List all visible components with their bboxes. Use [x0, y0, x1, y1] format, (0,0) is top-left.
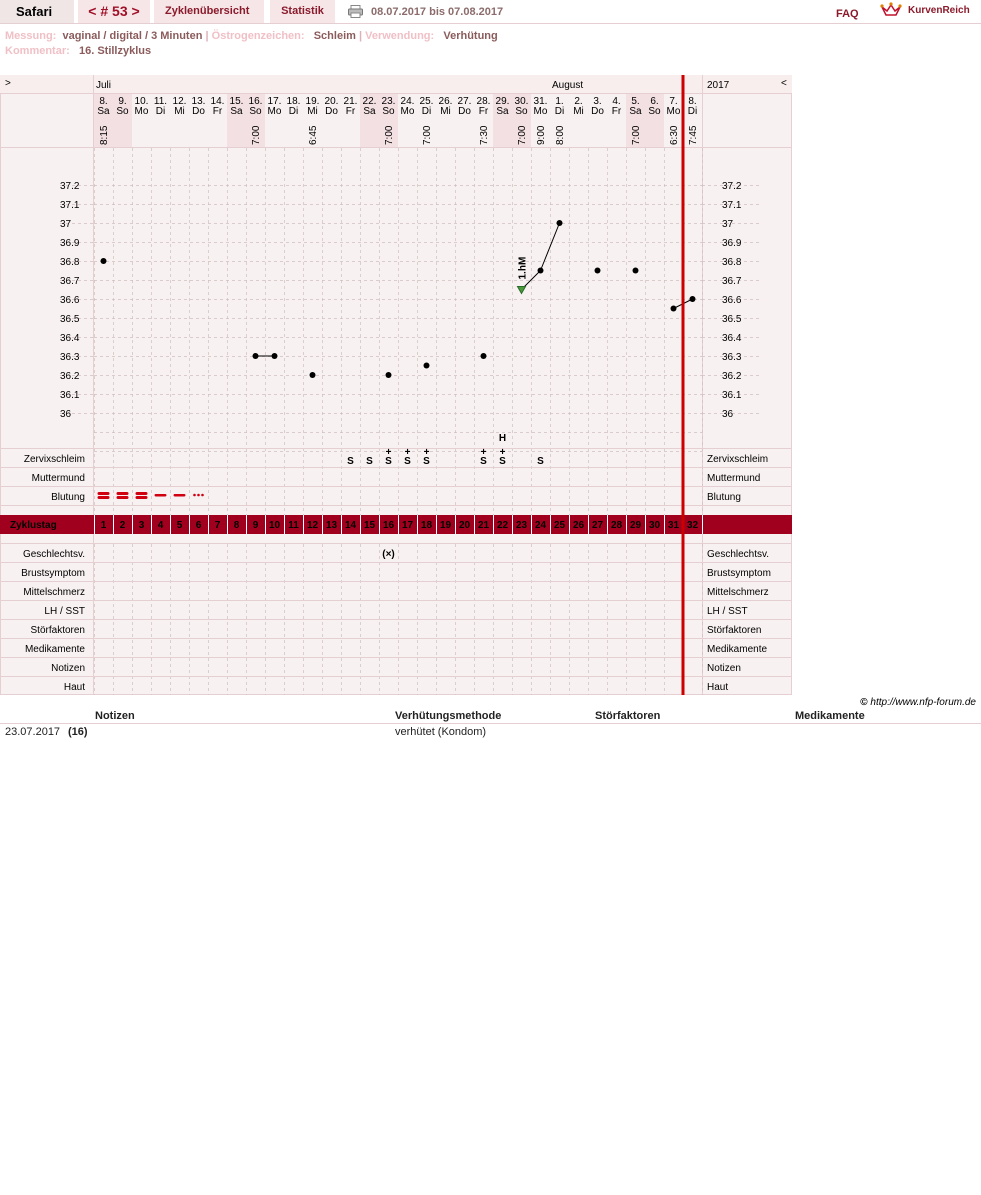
bleeding-light: [174, 494, 186, 497]
day-number: 29.: [495, 96, 510, 107]
weekday-label: Fr: [345, 106, 356, 117]
measurement-info: Messung: vaginal / digital / 3 Minuten | Östrogenzeichen: Schleim | Verwendung: Verhütung: [5, 30, 498, 42]
weekday-label: Sa: [496, 106, 509, 117]
month-row-bg: [0, 75, 792, 94]
y-tick-right: 36: [722, 409, 734, 420]
chart-frame: [1, 76, 792, 695]
weekday-label: So: [648, 106, 661, 117]
bleeding-spotting: [193, 494, 196, 497]
y-tick-right: 36.7: [722, 276, 742, 287]
row-label-left: Medikamente: [24, 644, 85, 655]
copyright-url[interactable]: http://www.nfp-forum.de: [870, 697, 976, 708]
day-number: 9.: [118, 96, 127, 107]
copyright: © http://www.nfp-forum.de: [860, 697, 976, 708]
verwendung-label: Verwendung:: [365, 30, 435, 42]
measure-time: 6:30: [669, 125, 680, 145]
cervix-mark: S: [404, 456, 411, 467]
weekday-label: Di: [687, 106, 698, 117]
kommentar-label: Kommentar:: [5, 45, 70, 57]
row-label-left-blutung: Blutung: [51, 492, 85, 503]
zyklustag-number: 4: [157, 520, 164, 531]
cervix-plus: +: [499, 447, 506, 458]
zyklustag-number: 25: [553, 520, 566, 531]
zyklustag-number: 22: [496, 520, 509, 531]
y-tick-right: 37.1: [722, 200, 742, 211]
zyklustag-number: 13: [325, 520, 338, 531]
row-label-left-mumu: Muttermund: [31, 473, 85, 484]
weekday-label: Do: [325, 106, 338, 117]
y-tick-left: 36.3: [60, 352, 80, 363]
y-tick-left: 36.5: [60, 314, 80, 325]
y-tick-right: 36.6: [722, 295, 742, 306]
y-tick-left: 36.4: [60, 333, 80, 344]
day-number: 25.: [419, 96, 434, 107]
zyklustag-number: 19: [439, 520, 452, 531]
day-number: 17.: [267, 96, 282, 107]
zyklustag-number: 23: [515, 520, 528, 531]
zyklustag-number: 31: [667, 520, 680, 531]
day-number: 24.: [400, 96, 415, 107]
weekday-label: So: [382, 106, 395, 117]
verwendung-value: Verhütung: [443, 30, 498, 42]
weekday-label: Sa: [230, 106, 243, 117]
bleeding-heavy: [117, 492, 129, 495]
day-number: 26.: [438, 96, 453, 107]
weekday-label: Di: [288, 106, 299, 117]
legend-method: verhütet (Kondom): [395, 726, 487, 738]
day-number: 18.: [286, 96, 301, 107]
temperature-point: [481, 353, 487, 359]
zyklustag-number: 7: [214, 520, 221, 531]
weekday-label: Mi: [573, 106, 584, 117]
weekday-label: Sa: [363, 106, 376, 117]
bleeding-spotting: [197, 494, 200, 497]
printer-icon[interactable]: [348, 5, 363, 18]
zyklustag-number: 21: [477, 520, 490, 531]
weekday-label: Sa: [97, 106, 110, 117]
messung-value: vaginal / digital / 3 Minuten: [62, 30, 203, 42]
legend-header-notizen: Notizen: [95, 710, 135, 722]
year-label: 2017: [707, 80, 730, 91]
y-tick-left: 37.1: [60, 200, 80, 211]
measure-time: 8:00: [555, 125, 566, 145]
weekday-label: Mi: [307, 106, 318, 117]
weekday-label: Mo: [400, 106, 415, 117]
day-number: 6.: [650, 96, 659, 107]
legend-header-stoerfaktoren: Störfaktoren: [595, 710, 661, 722]
measure-time: 7:30: [479, 125, 490, 145]
zyklustag-number: 30: [648, 520, 661, 531]
day-number: 12.: [172, 96, 187, 107]
bleeding-heavy: [98, 496, 110, 499]
day-number: 3.: [593, 96, 602, 107]
measure-time: 6:45: [308, 125, 319, 145]
zyklustag-number: 26: [572, 520, 585, 531]
y-tick-left: 37: [60, 219, 72, 230]
cervix-mark: S: [385, 456, 392, 467]
temperature-point: [272, 353, 278, 359]
cycle-chart: [0, 75, 792, 695]
bleeding-spotting: [201, 494, 204, 497]
day-number: 7.: [669, 96, 678, 107]
legend-date: 23.07.2017: [5, 726, 61, 738]
weekday-label: Do: [192, 106, 205, 117]
intercourse-mark: (×): [382, 549, 395, 560]
legend-cycleday: (16): [68, 726, 88, 738]
y-tick-right: 37.2: [722, 181, 742, 192]
bleeding-heavy: [98, 492, 110, 495]
cervix-plus: +: [385, 447, 392, 458]
zyklustag-number: 28: [610, 520, 623, 531]
bleeding-heavy: [117, 496, 129, 499]
brand-label: Safari: [0, 0, 74, 23]
zyklustag-number: 17: [401, 520, 414, 531]
y-tick-left: 37.2: [60, 181, 80, 192]
temperature-point: [595, 268, 601, 274]
row-label-left: Mittelschmerz: [23, 587, 85, 598]
nav-right-arrow[interactable]: <: [781, 78, 787, 89]
legend-divider: [0, 723, 981, 724]
day-number: 10.: [134, 96, 149, 107]
weekday-label: Fr: [478, 106, 489, 117]
zyklustag-number: 8: [233, 520, 240, 531]
temperature-point: [310, 372, 316, 378]
row-label-right-zervix: Zervixschleim: [707, 454, 769, 465]
row-label-right: Mittelschmerz: [707, 587, 769, 598]
day-number: 20.: [324, 96, 339, 107]
weekday-label: Do: [591, 106, 604, 117]
weekday-label: Fr: [611, 106, 622, 117]
cervix-mark: S: [347, 456, 354, 467]
row-label-right: Störfaktoren: [707, 625, 762, 636]
y-tick-left: 36.6: [60, 295, 80, 306]
weekday-label: Sa: [629, 106, 642, 117]
measure-time: 8:15: [99, 125, 110, 145]
row-label-right: Haut: [707, 682, 729, 693]
bleeding-heavy: [136, 496, 148, 499]
kommentar-value: 16. Stillzyklus: [78, 45, 152, 57]
weekday-label: Mo: [666, 106, 681, 117]
row-label-right: Geschlechtsv.: [707, 549, 770, 560]
weekday-label: Di: [421, 106, 432, 117]
row-label-right-mumu: Muttermund: [707, 473, 761, 484]
temperature-point: [557, 220, 563, 226]
legend-header-methode: Verhütungsmethode: [395, 710, 502, 722]
zyklustag-number: 14: [344, 520, 357, 531]
measure-time: 7:00: [251, 125, 262, 145]
weekday-label: So: [116, 106, 129, 117]
messung-label: Messung:: [5, 30, 57, 42]
y-tick-left: 36.2: [60, 371, 80, 382]
row-label-left: Brustsymptom: [21, 568, 85, 579]
weekday-label: So: [515, 106, 528, 117]
measure-time: 7:00: [384, 125, 395, 145]
row-label-right: LH / SST: [707, 606, 748, 617]
y-tick-right: 37: [722, 219, 734, 230]
zyklustag-number: 15: [363, 520, 376, 531]
row-label-left-zervix: Zervixschleim: [23, 454, 85, 465]
cervix-plus: +: [423, 447, 430, 458]
day-number: 19.: [305, 96, 320, 107]
temperature-point: [424, 363, 430, 369]
cervix-plus: +: [404, 447, 411, 458]
zyklustag-number: 32: [686, 520, 699, 531]
row-label-left: Notizen: [51, 663, 85, 674]
temperature-point: [633, 268, 639, 274]
temperature-point: [101, 258, 107, 264]
day-number: 28.: [476, 96, 491, 107]
day-number: 4.: [612, 96, 621, 107]
row-label-left: Geschlechtsv.: [22, 549, 85, 560]
zyklustag-number: 5: [176, 520, 183, 531]
day-number: 22.: [362, 96, 377, 107]
comment-info: [5, 45, 151, 57]
cervix-mark: S: [366, 456, 373, 467]
day-number: 8.: [688, 96, 697, 107]
y-tick-right: 36.8: [722, 257, 742, 268]
kurvenreich-logo-text[interactable]: KurvenReich: [908, 5, 970, 16]
faq-link[interactable]: FAQ: [836, 8, 859, 20]
y-tick-right: 36.4: [722, 333, 742, 344]
y-tick-left: 36: [60, 409, 72, 420]
measure-time: 7:00: [517, 125, 528, 145]
weekday-label: Mi: [440, 106, 451, 117]
oestrogen-value: Schleim: [313, 30, 356, 42]
zyklustag-number: 24: [534, 520, 547, 531]
oestrogen-label: Östrogenzeichen:: [211, 30, 305, 42]
cervix-mark: S: [537, 456, 544, 467]
measure-time: 7:45: [688, 125, 699, 145]
day-number: 31.: [533, 96, 548, 107]
zyklustag-number: 9: [252, 520, 259, 531]
zyklustag-number: 11: [288, 520, 299, 531]
weekday-label: Di: [155, 106, 166, 117]
cervix-plus: +: [480, 447, 487, 458]
y-tick-right: 36.1: [722, 390, 742, 401]
day-number: 5.: [631, 96, 640, 107]
top-bar: [0, 0, 981, 24]
day-number: 16.: [248, 96, 263, 107]
zyklustag-number: 2: [119, 520, 126, 531]
measure-time: 7:00: [422, 125, 433, 145]
bleeding-light: [155, 494, 167, 497]
cervix-mark: S: [423, 456, 430, 467]
zyklustag-number: 29: [629, 520, 642, 531]
month-label: August: [552, 80, 584, 91]
tab-zyklenuebersicht[interactable]: Zyklenübersicht: [154, 0, 264, 23]
y-tick-left: 36.7: [60, 276, 80, 287]
zyklustag-number: 12: [306, 520, 319, 531]
day-number: 8.: [99, 96, 108, 107]
weekday-label: Di: [554, 106, 565, 117]
row-label-right: Notizen: [707, 663, 741, 674]
crown-icon: [880, 2, 902, 18]
zyklustag-number: 1: [100, 520, 107, 531]
y-tick-left: 36.8: [60, 257, 80, 268]
temperature-point: [386, 372, 392, 378]
weekday-label: Do: [458, 106, 471, 117]
day-number: 15.: [229, 96, 244, 107]
row-label-left: Störfaktoren: [30, 625, 85, 636]
day-number: 23.: [381, 96, 396, 107]
zyklustag-number: 3: [138, 520, 145, 531]
weekday-label: So: [249, 106, 262, 117]
y-tick-left: 36.9: [60, 238, 80, 249]
zyklustag-label: Zyklustag: [10, 520, 57, 531]
y-tick-right: 36.2: [722, 371, 742, 382]
day-number: 1.: [555, 96, 564, 107]
measure-time: 7:00: [631, 125, 642, 145]
row-label-right: Brustsymptom: [707, 568, 771, 579]
month-label: Juli: [96, 80, 112, 91]
row-label-left: LH / SST: [44, 606, 85, 617]
temperature-point: [538, 268, 544, 274]
y-tick-right: 36.9: [722, 238, 742, 249]
day-number: 21.: [343, 96, 358, 107]
legend-header-medikamente: Medikamente: [795, 710, 865, 722]
temperature-point: [671, 306, 677, 312]
temperature-point: [690, 296, 696, 302]
zyklustag-number: 18: [420, 520, 433, 531]
row-label-right: Medikamente: [707, 644, 768, 655]
cervix-mark: S: [499, 456, 506, 467]
day-number: 11.: [153, 96, 168, 107]
zyklustag-number: 27: [591, 520, 604, 531]
date-range: 08.07.2017 bis 07.08.2017: [371, 6, 504, 18]
y-tick-left: 36.1: [60, 390, 80, 401]
day-number: 2.: [574, 96, 583, 107]
y-tick-right: 36.3: [722, 352, 742, 363]
day-number: 14.: [210, 96, 225, 107]
day-number: 13.: [191, 96, 206, 107]
day-number: 27.: [457, 96, 472, 107]
nav-left-arrow[interactable]: >: [5, 78, 11, 89]
h-mark: H: [498, 433, 507, 444]
weekday-label: Fr: [212, 106, 223, 117]
bleeding-heavy: [136, 492, 148, 495]
measure-time: 9:00: [536, 125, 547, 145]
weekday-label: Mo: [267, 106, 282, 117]
cycle-navigation[interactable]: < # 53 >: [78, 0, 150, 23]
row-label-left: Haut: [63, 682, 85, 693]
weekday-label: Mo: [134, 106, 149, 117]
tab-statistik[interactable]: Statistik: [270, 0, 335, 23]
weekday-label: Mi: [174, 106, 185, 117]
zyklustag-number: 20: [458, 520, 471, 531]
zyklustag-number: 6: [195, 520, 202, 531]
day-number: 30.: [514, 96, 529, 107]
zyklustag-number: 16: [382, 520, 395, 531]
higher-measurement-label: 1.hM: [517, 256, 529, 280]
temperature-point: [253, 353, 259, 359]
weekday-label: Mo: [533, 106, 548, 117]
y-tick-right: 36.5: [722, 314, 742, 325]
cervix-mark: S: [480, 456, 487, 467]
row-label-right-blutung: Blutung: [707, 492, 741, 503]
zyklustag-number: 10: [268, 520, 281, 531]
